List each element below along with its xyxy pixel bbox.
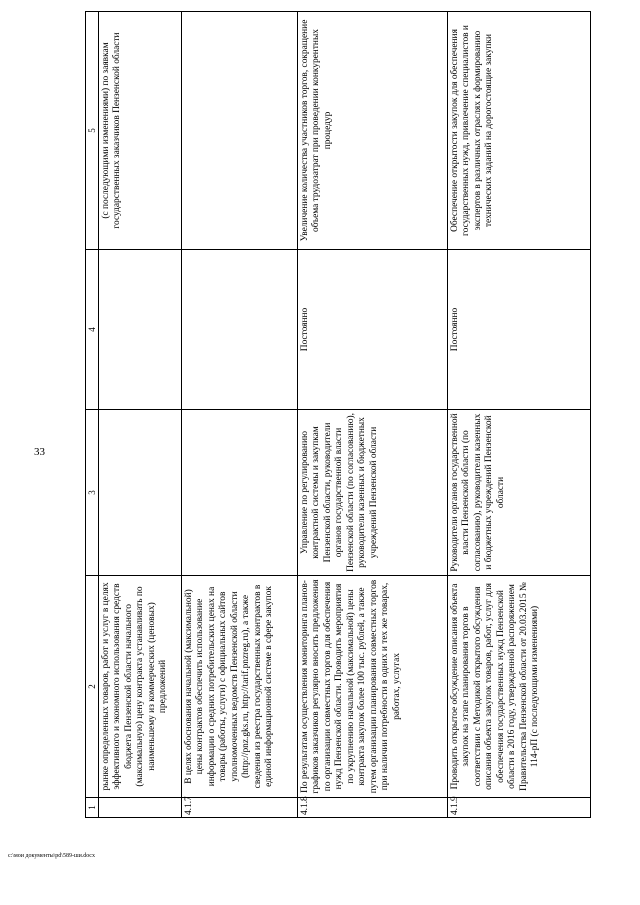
column-header: 5 — [86, 12, 99, 250]
table-row — [182, 12, 298, 818]
page-number: 33 — [34, 446, 45, 458]
column-header: 2 — [86, 576, 99, 798]
measure-cell: По результатам осуществления мониторинга планов-графиков заказчиков регулярно вносить предложения по организации совместных торгов для обеспечения нужд Пензенской области. Проводить мероприятия по укрупнению начальной (максимальной) цены контракта закупок более 100 тыс. рублей, а также путем организации планирования совместных торгов при наличии потребности в одних и тех же товарах, работах, услугах — [298, 576, 448, 798]
measures-table — [85, 11, 591, 818]
row-number: 4.1.8 — [298, 798, 448, 818]
row-number: 4.1.7 — [182, 798, 298, 818]
responsible-cell: Управление по регулированию контрактной системы и закупкам Пензенской области, руководители органов государственной власти Пензенской области (по согласованию), руководители казенных и бюджетных учреждений Пензенской области — [298, 410, 448, 576]
row-number — [99, 798, 182, 818]
deadline-cell: Постоянно — [448, 250, 591, 410]
deadline-cell: Постоянно — [298, 250, 448, 410]
measure-cell: Проводить открытое обсуждение описания объекта закупок на этапе планирования торгов в соответствии с Методикой открытого обсуждения описания объекта закупок товаров, работ, услуг для обеспечения государственных нужд Пензенской области в 2016 году, утвержденной распоряжением Правительства Пензенской области от 20.03.2015 № 114-рП (с последующими изменениями) — [448, 576, 591, 798]
table-header-row — [86, 12, 99, 818]
result-cell — [182, 12, 298, 250]
measures-table-rotated — [85, 12, 577, 818]
result-cell: Обеспечение открытости закупок для обеспечения государственных нужд, привлечение специалистов и экспертов в различных отраслях к формированию технических заданий на дорогостоящие закупки — [448, 12, 591, 250]
column-header: 3 — [86, 410, 99, 576]
responsible-cell — [182, 410, 298, 576]
measure-cell: рынке определенных товаров, работ и услуг в целях эффективного и экономного использования средств бюджета Пензенской области начального (максимальную) цену контракта устанавливать по наименьшему из коммерческих (ценовых) предложений — [99, 576, 182, 798]
table-row — [99, 12, 182, 818]
responsible-cell — [99, 410, 182, 576]
responsible-cell: Руководители органов государственной власти Пензенской области (по согласованию), руководители казенных и бюджетных учреждений Пензенской области — [448, 410, 591, 576]
deadline-cell — [99, 250, 182, 410]
file-path: c:\мои документы\рd\589-ши.docx — [8, 853, 95, 859]
measure-cell: В целях обоснования начальной (максимальной) цены контрактов обеспечить использование информации о средних потребительских ценах на товары (работы, услуги) с официальных сайтов уполномоченных ведомств Пензенской области (http://pnz.gks.ru, http://tarif.pnzreg.ru), а также сведения из реестра государственных контрактов в единой информационной системе в сфере закупок — [182, 576, 298, 798]
column-header: 4 — [86, 250, 99, 410]
result-cell: (с последующими изменениями) по заявкам государственных заказчиков Пензенской области — [99, 12, 182, 250]
column-header: 1 — [86, 798, 99, 818]
table-row — [448, 12, 591, 818]
deadline-cell — [182, 250, 298, 410]
table-row — [298, 12, 448, 818]
result-cell: Увеличение количества участников торгов, сокращение объема трудозатрат при проведении конкурентных процедур — [298, 12, 448, 250]
row-number: 4.1.9 — [448, 798, 591, 818]
